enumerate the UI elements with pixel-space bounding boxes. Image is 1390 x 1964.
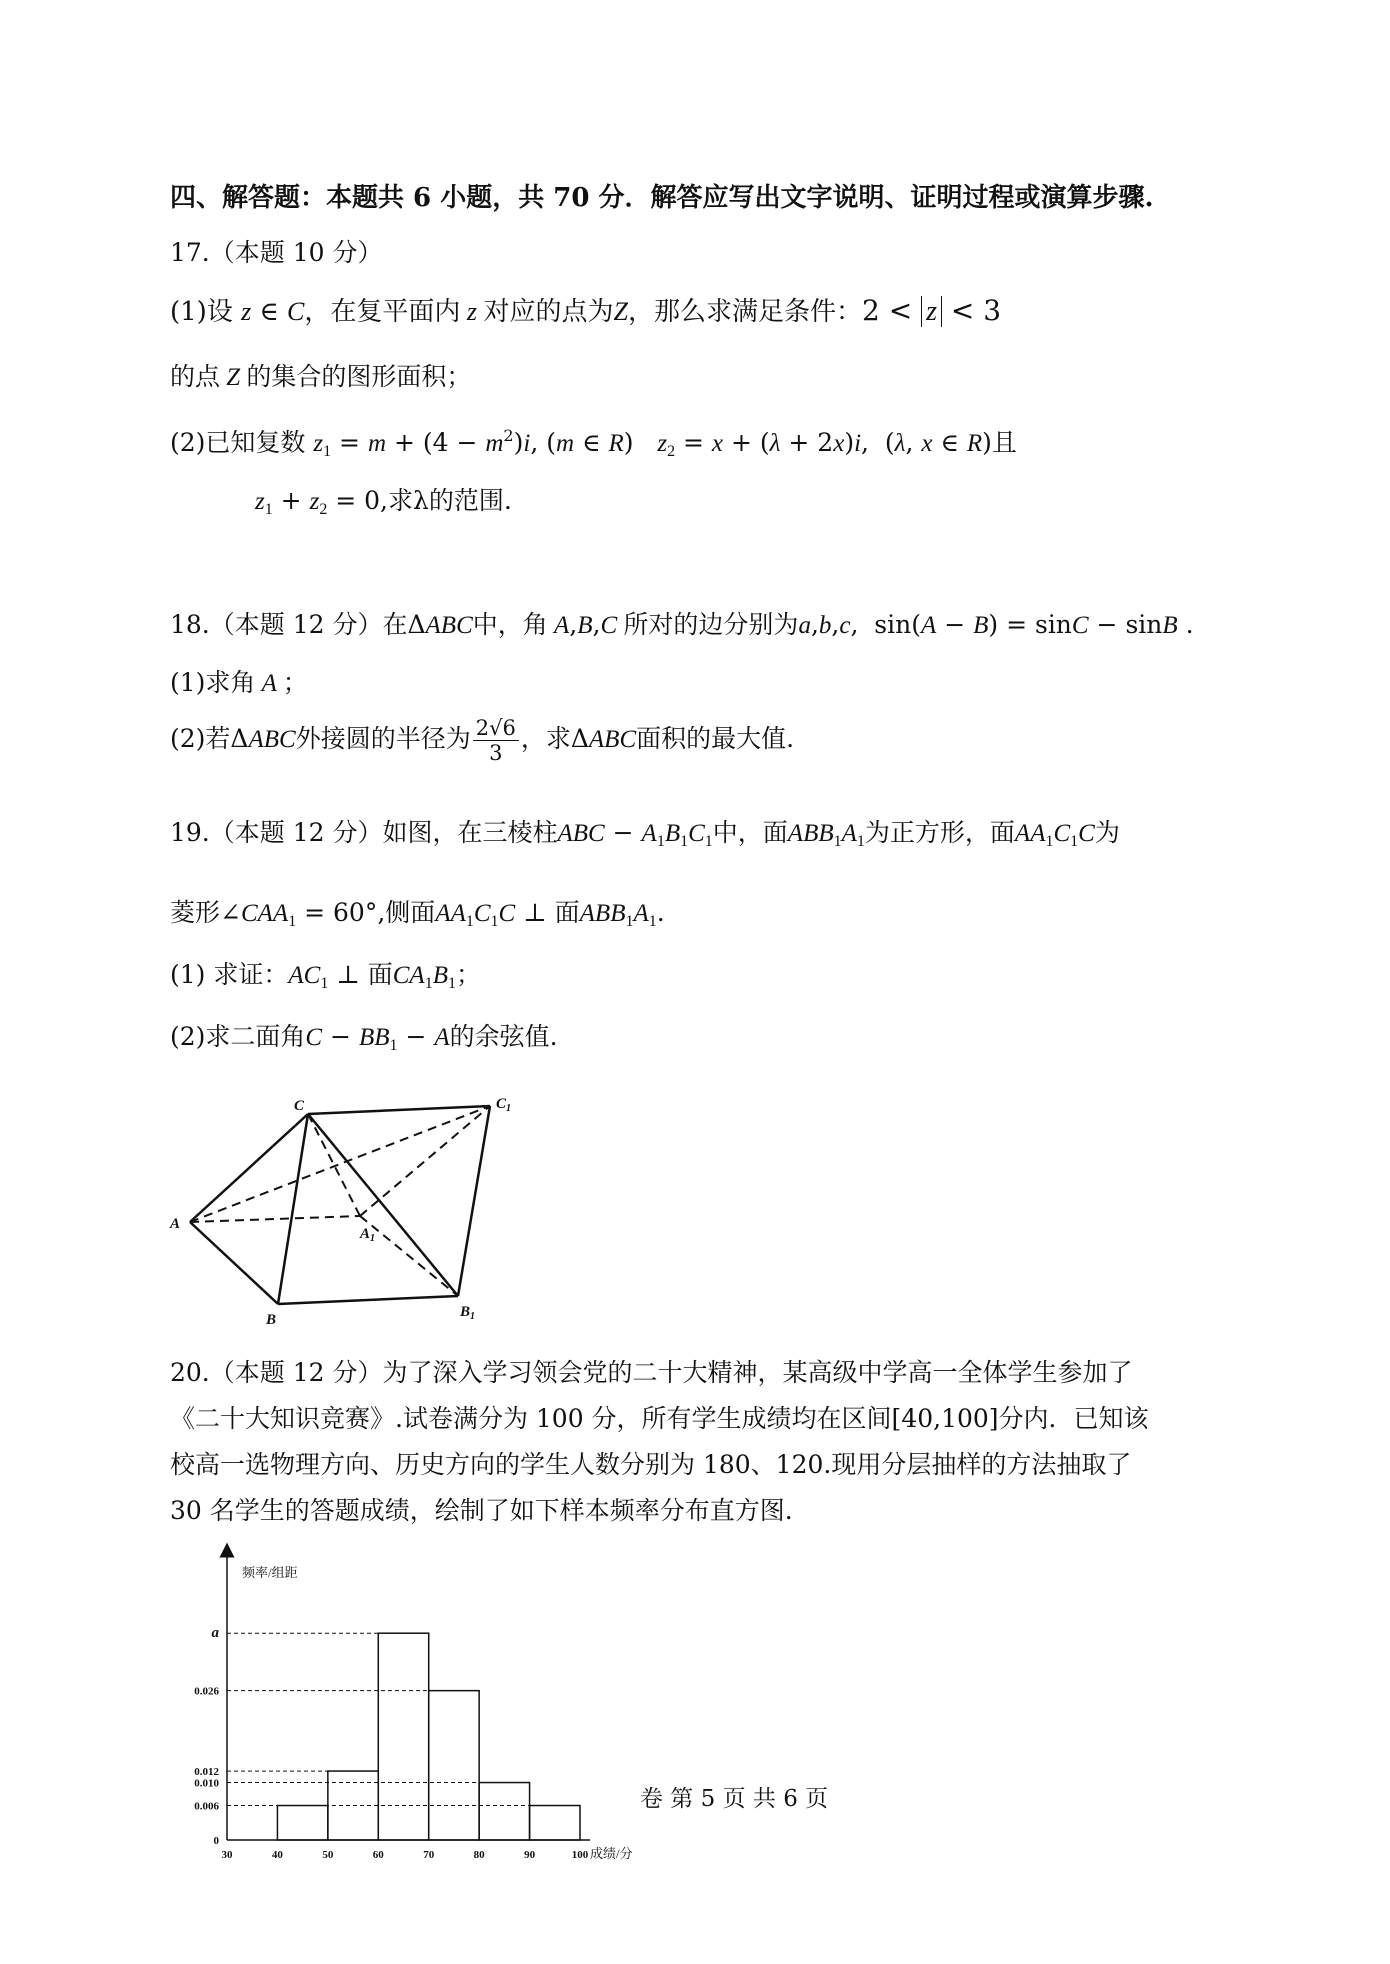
q17-part2: (2)已知复数 $z_1 = m + (4 - m^2)i$, (m ∈ R) $z_2 = x + (\lambda + 2x)i$, (λ, x ∈ R)且 (170, 426, 1017, 460)
y-tick-label-4: 0.026 (194, 1685, 219, 1698)
q17-title: 17.（本题 10 分） (170, 238, 383, 267)
x-tick-label-0: 30 (221, 1849, 233, 1860)
x-tick-label-6: 90 (524, 1849, 536, 1860)
y-tick-label-1: 0.006 (194, 1800, 219, 1813)
q17-part2-cond: $z_1 + z_2 = 0$,求λ的范围. (255, 486, 512, 518)
q19-part1: (1) 求证：$AC_1$ ⊥ 面$CA_1B_1$； (170, 960, 481, 992)
vertex-label-c1: $C_1$ (496, 1096, 512, 1114)
y-axis-label: 频率/组距 (242, 1565, 298, 1580)
y-tick-label-3: 0.012 (194, 1766, 219, 1779)
q17-part1-cont: 的点 Z 的集合的图形面积； (170, 362, 472, 391)
frequency-histogram (160, 1530, 680, 1860)
vertex-label-b: B (266, 1312, 277, 1328)
x-tick-label-3: 60 (372, 1849, 384, 1860)
histogram-bar-4 (479, 1783, 529, 1840)
q18-title: 18.（本题 12 分）在ΔABC中，角 A,B,C 所对的边分别为a,b,c, sin(A − B) = sinC − sinB . (170, 610, 1194, 639)
histogram-bar-2 (378, 1633, 428, 1840)
q17-part1: (1)设 z ∈ C，在复平面内 z 对应的点为Z，那么求满足条件：2 < z < 3 (170, 294, 1002, 327)
q20-line1: 20.（本题 12 分）为了深入学习领会党的二十大精神，某高级中学高一全体学生参加了 (170, 1358, 1133, 1387)
prism-figure (160, 1090, 540, 1330)
vertex-label-c: C (294, 1098, 305, 1114)
q19-line2: 菱形$\angle CAA_1 = 60^\circ$,侧面$AA_1C_1C$ ⊥ 面$ABB_1A_1$. (170, 898, 665, 930)
q18-part2: (2)若ΔABC外接圆的半径为 $\frac{2√6}{3}$ ，求ΔABC面积的最大值. (170, 716, 795, 766)
page-footer: 卷 第 5 页 共 6 页 (640, 1786, 829, 1812)
q20-line4: 30 名学生的答题成绩，绘制了如下样本频率分布直方图. (170, 1496, 793, 1525)
vertex-label-b1: $B_1$ (460, 1304, 476, 1322)
section-heading: 四、解答题：本题共 6 小题，共 70 分．解答应写出文字说明、证明过程或演算步骤. (170, 183, 1154, 213)
x-tick-label-1: 40 (271, 1849, 283, 1860)
x-axis-label: 成绩/分 (590, 1846, 633, 1860)
y-tick-label-0: 0 (213, 1835, 219, 1847)
histogram-bar-3 (429, 1691, 479, 1840)
x-tick-label-5: 80 (473, 1849, 485, 1860)
x-tick-label-7: 100 (571, 1849, 589, 1860)
q20-line2: 《二十大知识竞赛》.试卷满分为 100 分，所有学生成绩均在区间[40,100]分内．已知该 (170, 1404, 1149, 1433)
histogram-bar-0 (277, 1806, 327, 1840)
y-tick-label-2: 0.010 (194, 1777, 219, 1790)
q19-part2: (2)求二面角$C - BB_1 - A$的余弦值. (170, 1022, 558, 1054)
vertex-label-a1: $A_1$ (360, 1226, 376, 1244)
prism-hidden-edges (190, 1106, 490, 1296)
x-tick-label-2: 50 (322, 1849, 334, 1860)
x-tick-label-4: 70 (423, 1849, 435, 1860)
y-tick-label-5: a (211, 1625, 219, 1642)
q20-line3: 校高一选物理方向、历史方向的学生人数分别为 180、120.现用分层抽样的方法抽取了 (170, 1450, 1132, 1479)
q18-part1: (1)求角 A ； (170, 668, 308, 697)
q19-title: 19.（本题 12 分）如图，在三棱柱ABC − $A_1B_1C_1$中，面$ABB_1A_1$为正方形，面$AA_1C_1C$为 (170, 818, 1120, 850)
vertex-label-a: A (170, 1216, 181, 1232)
histogram-bar-5 (530, 1806, 580, 1840)
